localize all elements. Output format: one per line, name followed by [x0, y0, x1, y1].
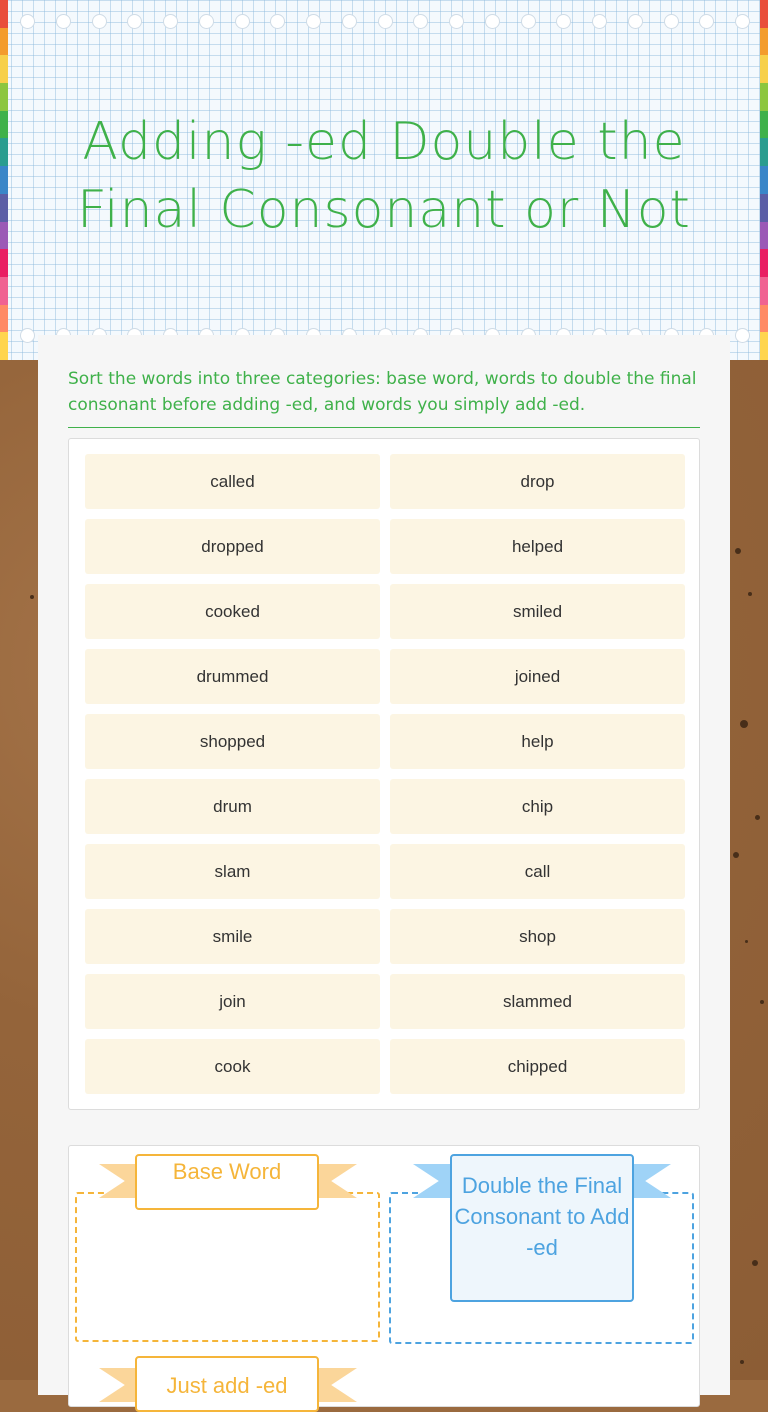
instructions-divider: [68, 427, 700, 428]
cork-speck: [733, 852, 739, 858]
cork-speck: [752, 1260, 758, 1266]
binder-hole: [306, 14, 321, 29]
binder-hole: [92, 14, 107, 29]
word-tile[interactable]: drum: [85, 779, 380, 834]
binder-hole: [521, 14, 536, 29]
base-word-label: Base Word: [135, 1154, 319, 1210]
sorting-area: [68, 1145, 700, 1407]
binder-hole: [235, 14, 250, 29]
binder-hole: [56, 14, 71, 29]
binder-hole: [20, 328, 35, 343]
cork-speck: [30, 595, 34, 599]
instructions-text: Sort the words into three categories: base word, words to double the final consonant before adding -ed, and words you simply add -ed.: [68, 369, 697, 415]
double-consonant-label: Double the Final Consonant to Add -ed: [450, 1154, 634, 1302]
word-tile[interactable]: drummed: [85, 649, 380, 704]
word-tile[interactable]: chipped: [390, 1039, 685, 1094]
cork-speck: [735, 548, 741, 554]
binder-hole: [485, 14, 500, 29]
page-title: Adding -ed Double the Final Consonant or Not: [77, 112, 691, 240]
right-color-stripe: [760, 0, 768, 360]
cork-speck: [755, 815, 760, 820]
binder-hole: [664, 14, 679, 29]
binder-hole: [127, 14, 142, 29]
word-tile[interactable]: smiled: [390, 584, 685, 639]
binder-hole: [449, 14, 464, 29]
word-tile[interactable]: called: [85, 454, 380, 509]
cork-speck: [748, 592, 752, 596]
cork-speck: [760, 1000, 764, 1004]
word-tile[interactable]: join: [85, 974, 380, 1029]
binder-hole: [20, 14, 35, 29]
binder-hole: [735, 14, 750, 29]
word-tile[interactable]: shopped: [85, 714, 380, 769]
binder-hole: [556, 14, 571, 29]
binder-hole: [342, 14, 357, 29]
cork-speck: [740, 1360, 744, 1364]
word-tile[interactable]: slammed: [390, 974, 685, 1029]
binder-hole: [592, 14, 607, 29]
binder-hole: [699, 14, 714, 29]
word-tile[interactable]: drop: [390, 454, 685, 509]
binder-hole: [163, 14, 178, 29]
binder-hole: [199, 14, 214, 29]
word-tile[interactable]: slam: [85, 844, 380, 899]
word-tile[interactable]: dropped: [85, 519, 380, 574]
word-tile[interactable]: joined: [390, 649, 685, 704]
binder-hole: [378, 14, 393, 29]
word-tile[interactable]: cook: [85, 1039, 380, 1094]
binder-hole: [270, 14, 285, 29]
binder-hole: [628, 14, 643, 29]
word-tile[interactable]: chip: [390, 779, 685, 834]
word-tile[interactable]: helped: [390, 519, 685, 574]
binder-hole: [413, 14, 428, 29]
binder-hole: [735, 328, 750, 343]
cork-speck: [740, 720, 748, 728]
word-tile[interactable]: shop: [390, 909, 685, 964]
cork-speck: [745, 940, 748, 943]
word-grid: [85, 454, 685, 1094]
left-color-stripe: [0, 0, 8, 360]
just-add-ed-label: Just add -ed: [135, 1356, 319, 1412]
word-tile[interactable]: smile: [85, 909, 380, 964]
word-bank: [68, 438, 700, 1110]
graph-paper-header: [0, 0, 768, 360]
word-tile[interactable]: help: [390, 714, 685, 769]
base-word-drop-zone[interactable]: [75, 1192, 380, 1342]
top-holes: [20, 14, 750, 30]
word-tile[interactable]: call: [390, 844, 685, 899]
word-tile[interactable]: cooked: [85, 584, 380, 639]
